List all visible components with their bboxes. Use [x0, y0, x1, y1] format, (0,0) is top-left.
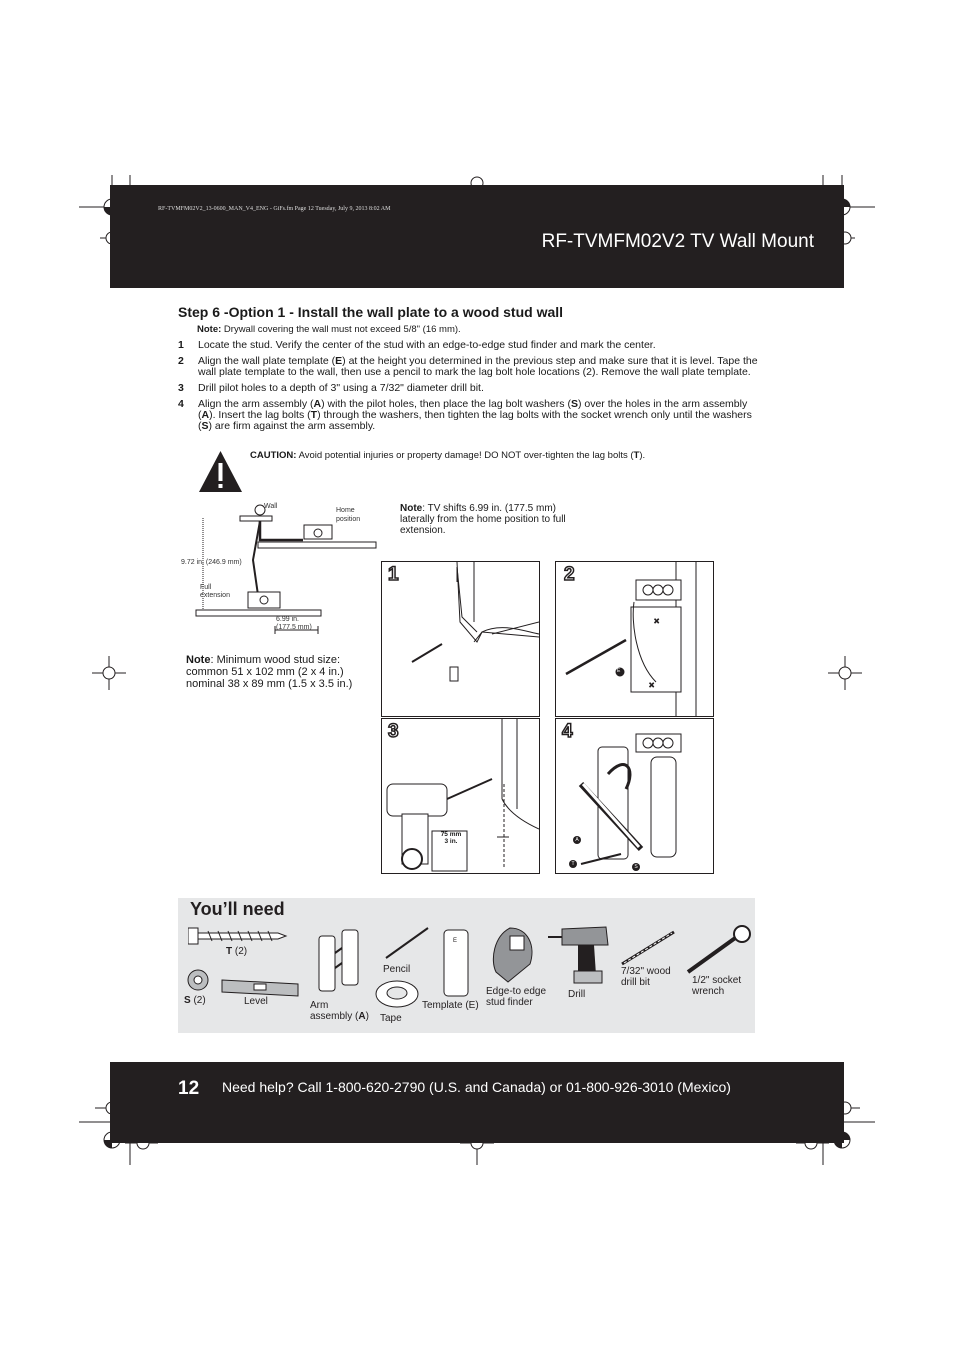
height-label: 9.72 in. (246.9 mm): [181, 559, 242, 566]
panel-3: [381, 718, 540, 874]
step-item-2: 2 Align the wall plate template (E) at the height you determined in the previous step and make sure that it is level. Tape the wall plate template to the wall, then use a pencil to mark the lag bolt hole locations (2). Remove the wall plate template.: [178, 355, 758, 378]
panel-3-illustration: [382, 719, 539, 873]
svg-text:×: ×: [649, 680, 655, 690]
lag-bolt-label: T (2): [226, 946, 248, 957]
you-will-need-title: You’ll need: [190, 899, 285, 919]
footer-band: [110, 1062, 844, 1143]
drill-label: Drill: [568, 989, 586, 1000]
pencil-icon: [382, 924, 432, 962]
arm-assembly-label: Arm assembly (A): [310, 1000, 369, 1022]
step-item-4: 4 Align the arm assembly (A) with the pilot holes, then place the lag bolt washers (S) over the holes in the arm assembly (A). Insert the lag bolts (T) through the washers, then tighten the lag bolts with the socket wrench only until the washers (S) are firm against the arm assembly.: [178, 398, 752, 432]
washer-label: S (2): [184, 995, 206, 1006]
socket-wrench-label: 1/2" socket wrench: [692, 975, 742, 997]
shift-label: 6.99 in. (177.5 mm): [276, 616, 312, 631]
depth-label: 75 mm 3 in.: [440, 831, 462, 845]
panel-1: [381, 561, 540, 717]
callout-e: E: [617, 668, 621, 674]
step-list: [178, 340, 758, 437]
level-label: Level: [244, 996, 268, 1007]
step-item-1: 1 Locate the stud. Verify the center of the stud with an edge-to-edge stud finder and mark the center.: [178, 339, 656, 351]
wall-label: Wall: [264, 503, 278, 510]
panel-1-illustration: [382, 562, 539, 716]
callout-t: T: [569, 860, 577, 868]
step-item-3: 3 Drill pilot holes to a depth of 3" using a 7/32" diameter drill bit.: [178, 382, 484, 394]
page-title: RF-TVMFM02V2 TV Wall Mount: [541, 231, 814, 252]
tape-label: Tape: [380, 1013, 402, 1024]
template-icon: [442, 928, 472, 998]
panel-4-number: 4: [562, 721, 573, 742]
socket-wrench-icon: [684, 924, 754, 976]
pencil-label: Pencil: [383, 964, 411, 975]
page-number: 12: [178, 1078, 200, 1099]
drill-icon: [548, 923, 612, 987]
panel-4-illustration: [556, 719, 713, 873]
arm-assembly-icon: [314, 928, 364, 998]
panel-2: [555, 561, 714, 717]
caution-text: CAUTION: Avoid potential injuries or property damage! DO NOT over-tighten the lag bolts (T).: [250, 450, 646, 461]
warning-icon: [198, 450, 243, 493]
panel-3-number: 3: [388, 721, 399, 742]
you-will-need-box: [178, 898, 755, 1033]
stud-finder-label: Edge-to edge stud finder: [486, 986, 547, 1008]
panel-2-number: 2: [564, 564, 575, 585]
drill-bit-icon: [620, 928, 678, 968]
help-text: Need help? Call 1-800-620-2790 (U.S. and Canada) or 01-800-926-3010 (Mexico): [222, 1079, 731, 1095]
callout-a: A: [573, 836, 581, 844]
svg-text:×: ×: [654, 616, 660, 626]
tv-shift-note: Note: TV shifts 6.99 in. (177.5 mm) laterally from the home position to full extension.: [400, 503, 566, 536]
print-slug: RF-TVMFM02V2_13-0600_MAN_V4_ENG - GiFs.fm Page 12 Tuesday, July 9, 2013 8:02 AM: [158, 206, 391, 212]
step-title: Step 6 -Option 1 - Install the wall plate to a wood stud wall: [178, 304, 564, 320]
drill-bit-label: 7/32" wood drill bit: [621, 966, 671, 988]
washer-icon: [186, 968, 210, 992]
stud-size-note: Note: Minimum wood stud size: common 51 x 102 mm (2 x 4 in.) nominal 38 x 89 mm (1.5 x 3.5 in.): [186, 654, 353, 690]
lag-bolt-icon: [188, 926, 288, 946]
tape-icon: [374, 978, 420, 1010]
panel-4: [555, 718, 714, 874]
home-position-label: Home position: [336, 507, 361, 523]
svg-text:E: E: [453, 938, 458, 944]
panel-1-number: 1: [388, 564, 399, 585]
stud-finder-icon: [488, 926, 538, 984]
panel-2-illustration: [556, 562, 713, 716]
full-extension-label: Full extension: [200, 584, 230, 599]
template-label: Template (E): [422, 1000, 479, 1011]
drywall-note: Note: Drywall covering the wall must not exceed 5/8" (16 mm).: [197, 324, 461, 335]
level-icon: [220, 976, 300, 998]
callout-s: S: [632, 863, 640, 871]
header-band: [110, 185, 844, 288]
